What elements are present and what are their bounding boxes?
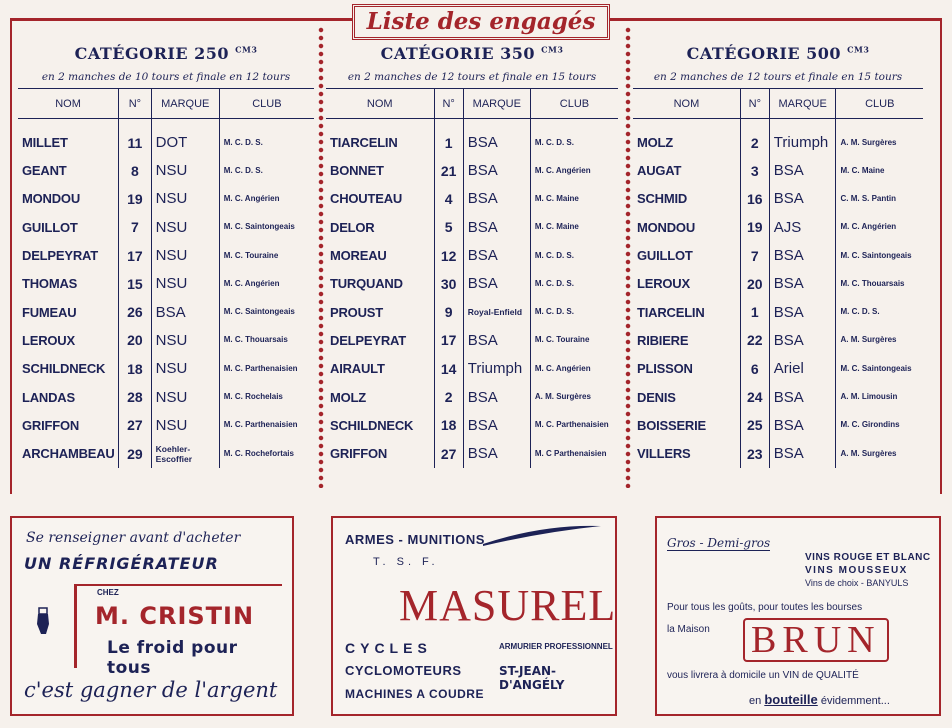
rider-name: ARCHAMBEAU [22,446,115,462]
rider-name: BONNET [330,163,384,179]
ad-brun-en: en [749,695,762,707]
column-header-no: N° [119,89,152,119]
rider-make: BSA [463,213,530,241]
column-header-club: CLUB [530,89,618,119]
rider-make: BSA [769,383,836,411]
rider-number: 18 [119,355,152,383]
ad-brun-vins2: VINS MOUSSEUX [805,565,908,576]
ad-masurel-name: MASUREL [399,581,617,630]
rider-club: M. C. Angérien [219,185,314,213]
rider-make: BSA [769,411,836,439]
rider-club: A. M. Surgères [836,119,923,157]
rider-number: 11 [119,119,152,157]
table-row [633,241,923,269]
rider-name: MOLZ [330,389,367,405]
rider-make: NSU [151,185,219,213]
ad-brun-bouteille-line [749,692,890,707]
rider-name: MONDOU [637,219,696,235]
ad-masurel-ville: ST-JEAN-D'ANGÉLY [499,664,565,692]
rider-make: NSU [151,411,219,439]
category-title [18,44,314,66]
category-unit: CM3 [235,44,258,55]
rider-make: BSA [463,411,530,439]
table-row [633,439,923,467]
entries-table [326,88,618,468]
column-header-club: CLUB [836,89,923,119]
column-header-nom: NOM [18,89,119,119]
rider-club: M. C. Angérien [836,213,923,241]
ad-brun-bouteille: bouteille [764,692,818,707]
rider-club: M. C. Rochefortais [219,439,314,467]
rider-number: 15 [119,270,152,298]
rider-number: 22 [740,326,769,354]
table-row [18,119,314,157]
rider-name: MILLET [22,135,68,151]
rider-name: GUILLOT [637,248,693,264]
rider-name: THOMAS [22,276,78,292]
category-name: CATÉGORIE 250 [74,44,230,63]
rider-number: 19 [119,185,152,213]
rider-club: A. M. Surgères [836,326,923,354]
rider-make: BSA [463,157,530,185]
column-header-no: N° [740,89,769,119]
table-row [18,298,314,326]
ad-cristin [10,516,294,716]
rider-name: DELPEYRAT [330,332,406,348]
rider-number: 26 [119,298,152,326]
rider-club: M. C. Angérien [530,355,618,383]
table-row [326,383,618,411]
table-row [18,411,314,439]
table-row [18,326,314,354]
ad-brun-vins1: VINS ROUGE ET BLANC [805,552,931,563]
rider-club: M. C. Saintongeais [219,213,314,241]
ad-cristin-slogan: Le froid pour tous [107,638,238,678]
rider-number: 20 [119,326,152,354]
rider-name: LEROUX [22,332,75,348]
rider-number: 19 [740,213,769,241]
rider-club: M. C. D. S. [219,157,314,185]
rider-make: Royal-Enfield [463,298,530,326]
rider-name: TURQUAND [330,276,403,292]
rider-name: BOISSERIE [637,417,706,433]
ad-masurel [331,516,617,716]
column-divider [625,26,631,488]
category-title [326,44,618,66]
rider-club: M. C. Angérien [219,270,314,298]
table-row [326,157,618,185]
ad-masurel-cyclomoteurs: CYCLOMOTEURS [345,663,462,678]
ad-cristin-name: M. CRISTIN [95,602,255,630]
ad-brun-livrera: vous livrera à domicile un VIN de QUALITÉ [667,670,859,681]
rider-club: M. C. Maine [530,213,618,241]
table-row [18,241,314,269]
table-row [633,213,923,241]
rider-make: DOT [151,119,219,157]
rider-club: M. C. Touraine [530,326,618,354]
rider-number: 14 [434,355,463,383]
rider-name: TIARCELIN [330,135,398,151]
table-row [18,157,314,185]
category-subtitle: en 2 manches de 12 tours et finale en 15 tours [347,71,597,83]
rider-name: VILLERS [637,446,691,462]
table-row [326,185,618,213]
table-row [633,270,923,298]
rider-number: 5 [434,213,463,241]
table-row [326,439,618,467]
column-header-nom: NOM [633,89,740,119]
table-row [18,355,314,383]
rider-number: 4 [434,185,463,213]
rider-name: LEROUX [637,276,690,292]
table-row [633,185,923,213]
table-row [326,270,618,298]
rider-make: Ariel [769,355,836,383]
decorative-swoosh [483,522,603,552]
rider-club: M. C. Thouarsais [836,270,923,298]
rider-number: 17 [434,326,463,354]
ad-brun-pour: Pour tous les goûts, pour toutes les bourses [667,602,863,613]
rider-make: NSU [151,241,219,269]
table-row [326,241,618,269]
table-row [326,411,618,439]
rider-club: M. C. Saintongeais [219,298,314,326]
page-title: Liste des engagés [352,4,610,40]
column-header-marque: MARQUE [769,89,836,119]
category-title [633,44,923,66]
category-subtitle: en 2 manches de 12 tours et finale en 15 tours [653,71,903,83]
ad-masurel-machines: MACHINES A COUDRE [345,687,484,701]
rider-number: 28 [119,383,152,411]
table-row [633,298,923,326]
category-name: CATÉGORIE 350 [380,44,536,63]
rider-club: M. C. Thouarsais [219,326,314,354]
rider-number: 30 [434,270,463,298]
table-row [18,383,314,411]
entries-table [18,88,314,468]
column-header-marque: MARQUE [151,89,219,119]
rider-number: 29 [119,439,152,467]
rider-name: DELOR [330,219,375,235]
rider-club: M. C. Parthenaisien [530,411,618,439]
rider-name: SCHMID [637,191,688,207]
rider-number: 3 [740,157,769,185]
category-350 [326,44,618,468]
column-header-club: CLUB [219,89,314,119]
table-row [326,355,618,383]
category-unit: CM3 [541,44,564,55]
rider-make: BSA [463,439,530,467]
rider-make: BSA [769,270,836,298]
table-row [326,298,618,326]
ad-cristin-footer: c'est gagner de l'argent [24,678,278,702]
rider-club: M. C. Angérien [530,157,618,185]
table-row [633,355,923,383]
rider-make: NSU [151,270,219,298]
rider-name: MOREAU [330,248,387,264]
table-row [18,185,314,213]
rider-club: M. C. Saintongeais [836,355,923,383]
rider-make: BSA [769,241,836,269]
rider-number: 7 [740,241,769,269]
ad-brun-evidemment: évidemment... [820,695,890,707]
entries-table [633,88,923,468]
ad-masurel-tsf: T. S. F. [373,556,439,568]
rider-name: GRIFFON [330,446,388,462]
ad-cristin-product: UN RÉFRIGÉRATEUR [24,554,219,573]
rider-make: NSU [151,157,219,185]
rider-make: NSU [151,355,219,383]
rider-make: NSU [151,326,219,354]
rider-number: 1 [740,298,769,326]
rider-name: LANDAS [22,389,75,405]
rider-number: 20 [740,270,769,298]
category-subtitle: en 2 manches de 10 tours et finale en 12 tours [41,71,291,83]
rider-number: 9 [434,298,463,326]
rider-make: BSA [769,298,836,326]
ad-cristin-intro: Se renseigner avant d'acheter [26,530,241,546]
ad-cristin-chez: CHEZ [97,588,119,597]
rider-make: Triumph [463,355,530,383]
rider-make: AJS [769,213,836,241]
rider-club: M. C. Parthenaisien [219,355,314,383]
rider-number: 2 [740,119,769,157]
rider-club: M. C. D. S. [530,119,618,157]
ad-brun-gros: Gros - Demi-gros [667,536,771,550]
category-250 [18,44,314,468]
rider-club: M. C. D. S. [836,298,923,326]
table-row [326,326,618,354]
ad-brun-name: BRUN [743,618,889,662]
rider-club: M. C Parthenaisien [530,439,618,467]
table-row [326,119,618,157]
ad-masurel-armes: ARMES - MUNITIONS [345,532,485,547]
table-row [18,439,314,467]
rider-club: A. M. Surgères [530,383,618,411]
rider-make: BSA [463,270,530,298]
rider-name: GEANT [22,163,67,179]
rider-number: 17 [119,241,152,269]
rider-number: 27 [119,411,152,439]
rider-club: M. C. Girondins [836,411,923,439]
rider-number: 16 [740,185,769,213]
rider-name: GUILLOT [22,219,78,235]
rider-make: BSA [463,383,530,411]
table-row [18,213,314,241]
table-row [633,326,923,354]
rider-name: PLISSON [637,361,693,377]
rider-number: 25 [740,411,769,439]
rider-club: M. C. D. S. [219,119,314,157]
rider-name: AIRAULT [330,361,385,377]
rider-number: 8 [119,157,152,185]
column-header-nom: NOM [326,89,434,119]
rider-number: 24 [740,383,769,411]
category-name: CATÉGORIE 500 [686,44,842,63]
table-row [633,411,923,439]
rider-club: A. M. Limousin [836,383,923,411]
rider-club: M. C. Maine [836,157,923,185]
rider-make: BSA [151,298,219,326]
ad-cristin-box [74,584,282,678]
rider-club: M. C. D. S. [530,270,618,298]
ad-brun-maison: la Maison [667,624,710,635]
rider-number: 1 [434,119,463,157]
table-row [633,157,923,185]
rider-make: BSA [769,185,836,213]
rider-number: 7 [119,213,152,241]
rider-number: 18 [434,411,463,439]
column-header-no: N° [434,89,463,119]
table-row [326,213,618,241]
ad-brun-vins3: Vins de choix - BANYULS [805,578,909,588]
rider-club: M. C. Parthenaisien [219,411,314,439]
rider-number: 27 [434,439,463,467]
rider-name: DENIS [637,389,676,405]
ad-masurel-cycles: CYCLES [345,640,432,656]
rider-make: BSA [463,185,530,213]
pointing-hand-icon [34,606,52,636]
rider-make: BSA [769,439,836,467]
rider-club: M. C. Touraine [219,241,314,269]
rider-name: MOLZ [637,135,674,151]
rider-club: C. M. S. Pantin [836,185,923,213]
rider-make: NSU [151,213,219,241]
table-row [18,270,314,298]
rider-make: BSA [463,241,530,269]
rider-number: 2 [434,383,463,411]
rider-make: Koehler-Escoffier [151,439,219,467]
ad-masurel-armurier: ARMURIER PROFESSIONNEL [499,642,613,651]
rider-make: Triumph [769,119,836,157]
rider-club: A. M. Surgères [836,439,923,467]
rider-name: SCHILDNECK [22,361,106,377]
rider-name: FUMEAU [22,304,77,320]
rider-name: SCHILDNECK [330,417,414,433]
rider-name: MONDOU [22,191,81,207]
rider-number: 23 [740,439,769,467]
rider-number: 12 [434,241,463,269]
table-row [633,383,923,411]
table-row [633,119,923,157]
rider-name: TIARCELIN [637,304,705,320]
rider-make: BSA [769,326,836,354]
rider-club: M. C. D. S. [530,241,618,269]
column-header-marque: MARQUE [463,89,530,119]
rider-make: BSA [769,157,836,185]
rider-make: BSA [463,119,530,157]
rider-number: 21 [434,157,463,185]
rider-name: CHOUTEAU [330,191,403,207]
rider-club: M. C. Maine [530,185,618,213]
rider-name: RIBIERE [637,332,689,348]
rider-club: M. C. D. S. [530,298,618,326]
rider-name: DELPEYRAT [22,248,98,264]
rider-club: M. C. Saintongeais [836,241,923,269]
column-divider [318,26,324,488]
rider-club: M. C. Rochelais [219,383,314,411]
rider-make: BSA [463,326,530,354]
category-500 [633,44,923,468]
rider-name: GRIFFON [22,417,80,433]
category-unit: CM3 [847,44,870,55]
rider-make: NSU [151,383,219,411]
rider-name: PROUST [330,304,383,320]
rider-number: 6 [740,355,769,383]
ad-brun [655,516,941,716]
rider-name: AUGAT [637,163,682,179]
